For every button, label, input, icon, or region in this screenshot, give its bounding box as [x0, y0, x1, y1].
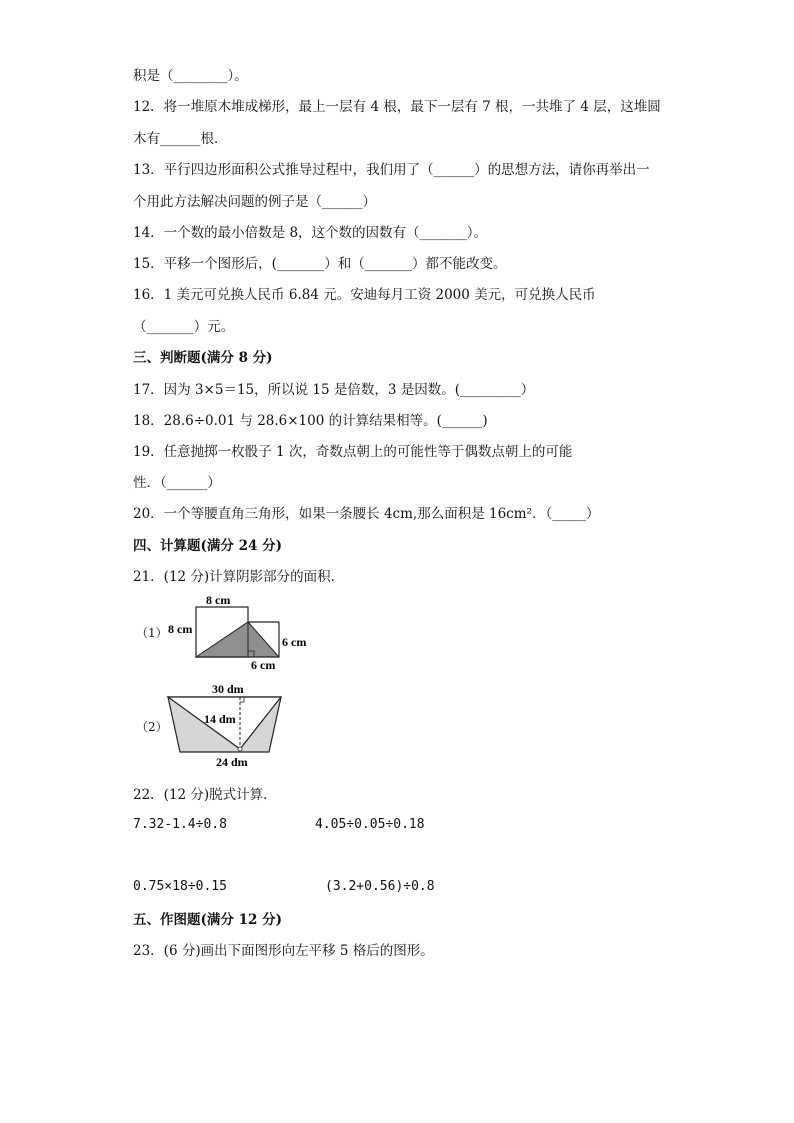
question-12: 12．将一堆原木堆成梯形，最上一层有 4 根，最下一层有 7 根，一共堆了 4 层，这堆圆 [133, 99, 661, 115]
figure-1-shaded-triangle-left [196, 622, 248, 657]
figure-1-shaded-area-diagram [160, 588, 330, 673]
figure-1-right-label: 6 cm [282, 635, 307, 649]
figure-2-trapezoid-diagram [160, 680, 290, 772]
question-16: 16．1 美元可兑换人民币 6.84 元。安迪每月工资 2000 美元，可兑换人民币 [133, 287, 596, 303]
question-21: 21．(12 分)计算阴影部分的面积． [133, 569, 345, 585]
question-19-continuation: 性．（______） [133, 475, 221, 491]
question-13: 13．平行四边形面积公式推导过程中，我们用了（______）的思想方法，请你再举出一 [133, 162, 650, 178]
question-18: 18．28.6÷0.01 与 28.6×100 的计算结果相等。(______) [133, 413, 488, 429]
section-3-heading: 三、判断题(满分 8 分) [133, 350, 273, 366]
calculation-1: 7.32-1.4÷0.8 [133, 817, 227, 832]
question-11-continuation: 积是（________）。 [133, 68, 248, 84]
figure-2-bottom-label: 24 dm [216, 755, 248, 769]
question-15: 15．平移一个图形后，(_______）和（_______）都不能改变。 [133, 256, 507, 272]
calculation-4: (3.2+0.56)÷0.8 [325, 879, 435, 894]
figure-2-height-label: 14 dm [204, 712, 236, 726]
question-13-continuation: 个用此方法解决问题的例子是（______） [133, 194, 376, 210]
question-17: 17．因为 3×5＝15，所以说 15 是倍数，3 是因数。(_________） [133, 382, 535, 398]
question-20: 20．一个等腰直角三角形，如果一条腰长 4cm,那么面积是 16cm²．（_____） [133, 506, 600, 522]
section-4-heading: 四、计算题(满分 24 分) [133, 538, 282, 554]
figure-1-bottom-label: 6 cm [251, 658, 276, 672]
question-22: 22．(12 分)脱式计算． [133, 787, 277, 803]
question-23: 23．(6 分)画出下面图形向左平移 5 格后的图形。 [133, 943, 434, 959]
figure-1-top-label: 8 cm [206, 593, 231, 607]
figure-2-index: （2） [136, 720, 168, 734]
figure-2-top-label: 30 dm [212, 682, 244, 696]
calculation-2: 4.05÷0.05÷0.18 [315, 817, 425, 832]
figure-1-left-label: 8 cm [168, 622, 193, 636]
figure-1-index: （1） [136, 626, 168, 640]
question-14: 14．一个数的最小倍数是 8，这个数的因数有（_______）。 [133, 225, 488, 241]
figure-1-shaded-triangle-right [248, 622, 279, 657]
question-16-continuation: （_______）元。 [133, 319, 235, 335]
calculation-3: 0.75×18÷0.15 [133, 879, 227, 894]
question-12-continuation: 木有______根． [133, 131, 228, 147]
section-5-heading: 五、作图题(满分 12 分) [133, 912, 282, 928]
question-19: 19．任意抛掷一枚骰子 1 次，奇数点朝上的可能性等于偶数点朝上的可能 [133, 444, 573, 460]
